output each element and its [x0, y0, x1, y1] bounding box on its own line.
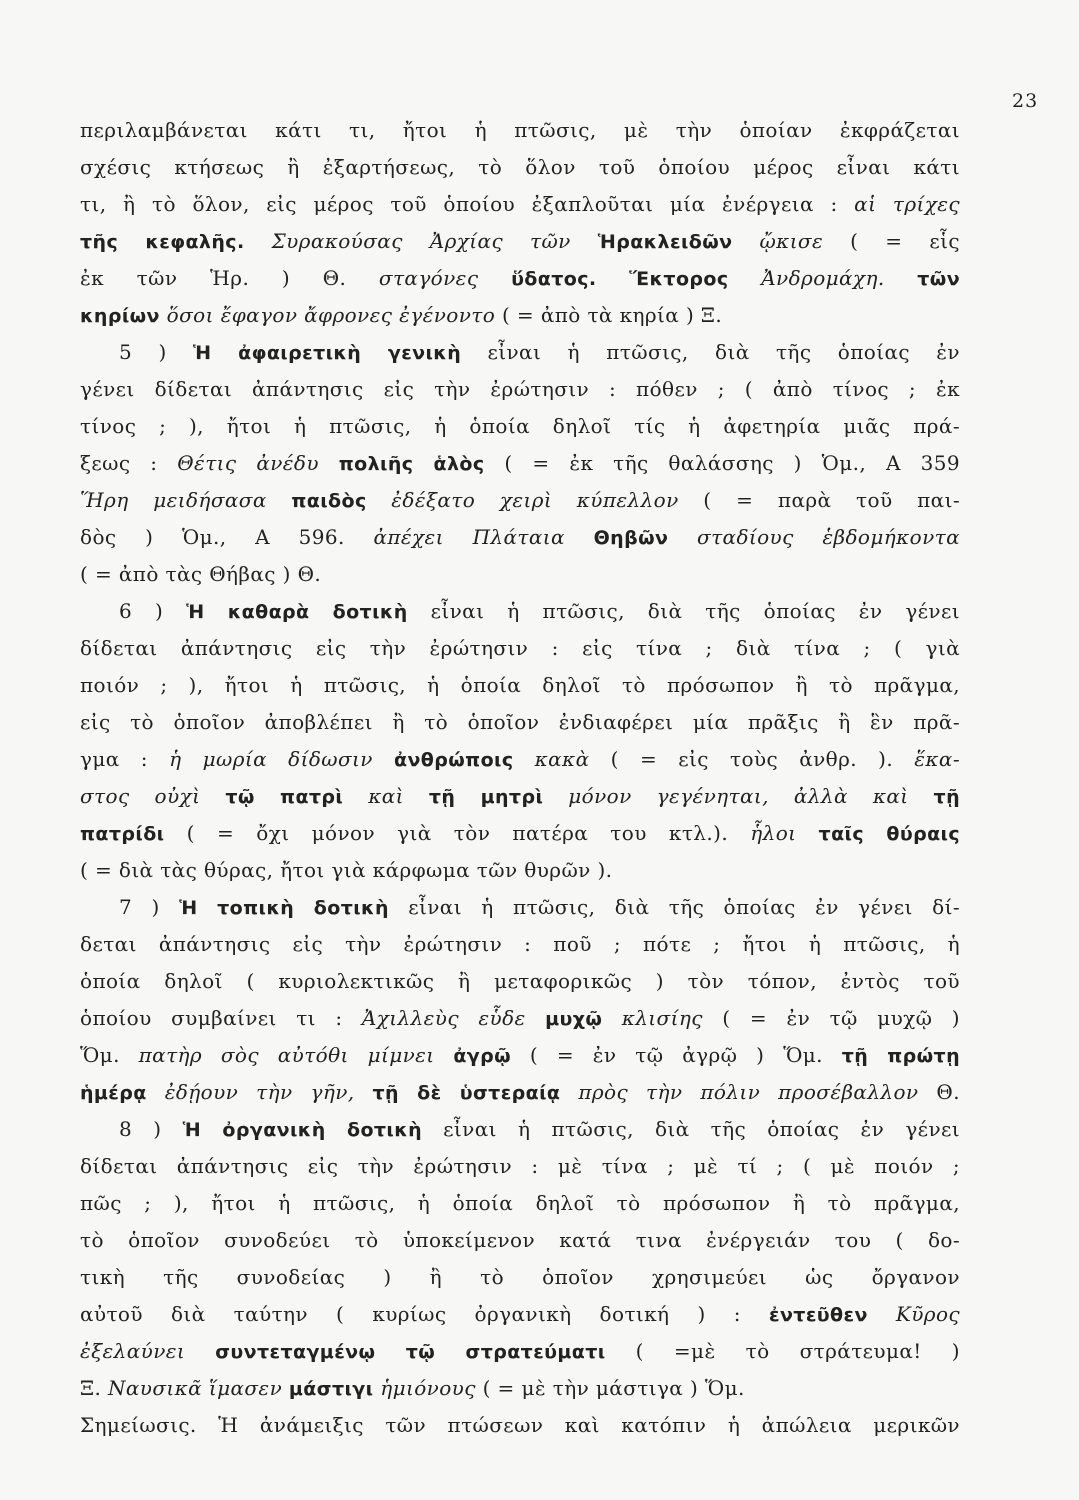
bold-term: Ἡ ὀργανικὴ δοτικὴ: [182, 1119, 423, 1141]
text-span: γμα :: [80, 747, 170, 771]
text-span: ( =μὲ τὸ στράτευμα! ): [605, 1339, 960, 1363]
text-line: [80, 1074, 960, 1111]
italic-example: μόνον γεγένηται, ἀλλὰ καὶ: [568, 784, 909, 808]
text-span: εἶναι ἡ πτῶσις, διὰ τῆς ὁποίας ἐν γένει δί-: [388, 895, 960, 919]
text-line: [80, 186, 960, 223]
text-line: [80, 1222, 960, 1259]
text-span: [200, 784, 225, 808]
text-span: αὐτοῦ διὰ ταύτην ( κυρίως ὀργανικὴ δοτική ) :: [80, 1302, 769, 1326]
italic-example: Κῦρος: [895, 1302, 960, 1326]
text-span: ὁποίου συμβαίνει τι :: [80, 1006, 362, 1030]
italic-example: στος οὐχὶ: [80, 784, 201, 808]
italic-example: ᾤκισε: [759, 229, 824, 253]
text-span: ( = ἐν τῷ ἀγρῷ ) Ὅμ.: [511, 1043, 842, 1067]
text-line: [80, 852, 960, 889]
text-span: [404, 784, 429, 808]
italic-example: Συρακούσας Ἀρχίας τῶν: [271, 229, 571, 253]
body-text: [80, 112, 960, 1444]
text-span: τὸ ὁποῖον συνοδεύει τὸ ὑποκείμενον κατά τινα ἐνέργειάν του ( δο-: [80, 1228, 960, 1252]
bold-term: Ἕκτορος: [629, 268, 729, 290]
italic-example: Θέτις ἀνέδυ: [177, 451, 319, 475]
italic-example: κλισίης: [621, 1006, 703, 1030]
text-span: [478, 266, 511, 290]
text-span: εἶναι ἡ πτῶσις, διὰ τῆς ὁποίας ἐν: [461, 340, 960, 364]
bold-term: τῇ μητρὶ: [428, 786, 544, 808]
text-span: [543, 784, 568, 808]
italic-example: ἧλοι: [750, 821, 797, 845]
text-line: [80, 334, 960, 371]
italic-example: ὅσοι ἔφαγον ἄφρονες ἐγένοντο: [166, 303, 496, 327]
text-line: [80, 1185, 960, 1222]
text-span: περιλαμβάνεται κάτι τι, ἤτοι ἡ πτῶσις, μὲ τὴν ὁποίαν ἐκφράζεται: [80, 118, 960, 142]
italic-example: ἀπέχει Πλάταια: [373, 525, 565, 549]
italic-example: ἕκα-: [914, 747, 960, 771]
text-line: [80, 1148, 960, 1185]
text-span: [355, 1080, 373, 1104]
bold-term: Ἡ καθαρὰ δοτικὴ: [186, 601, 408, 623]
text-span: [796, 821, 818, 845]
text-span: [596, 266, 629, 290]
bold-term: τῇ δὲ ὑστεραίᾳ: [372, 1082, 561, 1104]
text-span: [319, 451, 339, 475]
text-span: ( = ὄχι μόνον γιὰ τὸν πατέρα του κτλ.).: [164, 821, 751, 845]
text-span: [885, 266, 918, 290]
text-line: [80, 482, 960, 519]
text-line: [80, 112, 960, 149]
italic-example: Ναυσικᾶ ἵμασεν: [108, 1376, 283, 1400]
text-span: [732, 229, 759, 253]
text-span: πῶς ; ), ἤτοι ἡ πτῶσις, ἡ ὁποία δηλοῖ τὸ πρόσωπον ἢ τὸ πρᾶγμα,: [80, 1191, 960, 1215]
text-span: σχέσις κτήσεως ἢ ἐξαρτήσεως, τὸ ὅλον τοῦ ὁποίου μέρος εἶναι κάτι: [80, 155, 960, 179]
text-span: Ὅμ.: [80, 1043, 139, 1067]
text-span: [514, 747, 535, 771]
text-line: [80, 1296, 960, 1333]
text-line: [80, 630, 960, 667]
text-span: [602, 1006, 621, 1030]
text-span: τικὴ τῆς συνοδείας ) ἢ τὸ ὁποῖον χρησιμεύει ὡς ὄργανον: [80, 1265, 960, 1289]
text-line: [80, 1370, 960, 1407]
bold-term: τῇ πρώτῃ: [841, 1045, 960, 1067]
text-span: ποιόν ; ), ἤτοι ἡ πτῶσις, ἡ ὁποία δηλοῖ τὸ πρόσωπον ἢ τὸ πρᾶγμα,: [80, 673, 960, 697]
text-span: [282, 1376, 289, 1400]
text-span: ξεως :: [80, 451, 178, 475]
text-span: Σημείωσις. Ἡ ἀνάμειξις τῶν πτώσεων καὶ κατόπιν ἡ ἀπώλεια μερικῶν: [80, 1413, 960, 1437]
text-span: 8 ): [119, 1117, 183, 1141]
bold-term: τῆς κεφαλῆς.: [80, 231, 245, 253]
text-line: [80, 889, 960, 926]
text-span: ( = παρὰ τοῦ παι-: [678, 488, 960, 512]
bold-term: ταῖς θύραις: [818, 823, 960, 845]
text-span: εἶναι ἡ πτῶσις, διὰ τῆς ὁποίας ἐν γένει: [407, 599, 960, 623]
italic-example: Ἀνδρομάχη.: [761, 266, 885, 290]
text-span: [343, 784, 368, 808]
bold-term: μυχῷ: [545, 1008, 603, 1030]
text-span: δίδεται ἀπάντησις εἰς τὴν ἐρώτησιν : εἰς τίνα ; διὰ τίνα ; ( γιὰ: [80, 636, 960, 660]
bold-term: Ἡ τοπικὴ δοτικὴ: [179, 897, 389, 919]
text-span: 5 ): [119, 340, 194, 364]
text-span: ἐκ τῶν Ἡρ. ) Θ.: [80, 266, 379, 290]
page-number: 23: [1012, 90, 1039, 112]
text-span: δεται ἀπάντησις εἰς τὴν ἐρώτησιν : ποῦ ; πότε ; ἤτοι ἡ πτῶσις, ἡ: [80, 932, 960, 956]
bold-term: κηρίων: [80, 305, 160, 327]
text-span: ( = εἷς: [823, 229, 960, 253]
text-line: [80, 667, 960, 704]
text-line: [80, 926, 960, 963]
text-span: [367, 488, 392, 512]
italic-example: σταδίους ἑβδομήκοντα: [697, 525, 960, 549]
bold-term: τῶν: [917, 268, 960, 290]
text-line: [80, 1000, 960, 1037]
bold-term: ἡμέρᾳ: [80, 1082, 147, 1104]
italic-example: ἐδῄουν τὴν γῆν,: [164, 1080, 355, 1104]
italic-example: ἡμιόνους: [380, 1376, 476, 1400]
text-span: [571, 229, 598, 253]
text-line: [80, 593, 960, 630]
bold-term: τῷ πατρὶ: [225, 786, 344, 808]
bold-term: πατρίδι: [80, 823, 165, 845]
italic-example: αἱ τρίχες: [854, 192, 960, 216]
text-span: ( = ἐκ τῆς θαλάσσης ) Ὁμ., Α 359: [484, 451, 960, 475]
text-line: [80, 223, 960, 260]
italic-example: πατὴρ σὸς αὐτόθι μίμνει: [138, 1043, 435, 1067]
text-line: [80, 741, 960, 778]
text-span: ( = ἀπὸ τὰς Θήβας ) Θ.: [80, 562, 322, 586]
text-span: [909, 784, 934, 808]
text-span: [668, 525, 697, 549]
text-span: Θ.: [918, 1080, 960, 1104]
italic-example: σταγόνες: [378, 266, 479, 290]
text-span: [435, 1043, 454, 1067]
text-line: [80, 519, 960, 556]
italic-example: καὶ: [368, 784, 404, 808]
italic-example: Ἀχιλλεὺς εὗδε: [361, 1006, 526, 1030]
text-span: εἰς τὸ ὁποῖον ἀποβλέπει ἢ τὸ ὁποῖον ἐνδιαφέρει μία πρᾶξις ἢ ἓν πρᾶ-: [80, 710, 960, 734]
text-span: δίδεται ἀπάντησις εἰς τὴν ἐρώτησιν : μὲ τίνα ; μὲ τί ; ( μὲ ποιόν ;: [80, 1154, 960, 1178]
text-span: [185, 1339, 215, 1363]
text-span: τίνος ; ), ἤτοι ἡ πτῶσις, ἡ ὁποία δηλοῖ τίς ἡ ἀφετηρία μιᾶς πρά-: [80, 414, 960, 438]
text-line: [80, 1259, 960, 1296]
text-span: ( = μὲ τὴν μάστιγα ) Ὅμ.: [475, 1376, 745, 1400]
italic-example: πρὸς τὴν πόλιν προσέβαλλον: [578, 1080, 919, 1104]
text-line: [80, 815, 960, 852]
text-span: ( = ἐν τῷ μυχῷ ): [702, 1006, 960, 1030]
text-span: 6 ): [119, 599, 187, 623]
bold-term: Ἡρακλειδῶν: [597, 231, 733, 253]
text-span: 7 ): [119, 895, 180, 919]
italic-example: ἐδέξατο χειρὶ κύπελλον: [391, 488, 679, 512]
text-span: ὁποία δηλοῖ ( κυριολεκτικῶς ἢ μεταφορικῶς ) τὸν τόπον, ἐντὸς τοῦ: [80, 969, 960, 993]
bold-term: πολιῆς ἁλὸς: [338, 453, 485, 475]
italic-example: Ἥρη μειδήσασα: [80, 488, 267, 512]
text-line: [80, 1333, 960, 1370]
text-line: [80, 556, 960, 593]
bold-term: συντεταγμένῳ τῷ στρατεύματι: [215, 1341, 606, 1363]
text-line: [80, 1111, 960, 1148]
text-span: Ξ.: [80, 1376, 108, 1400]
text-line: [80, 1407, 960, 1444]
text-span: [160, 303, 167, 327]
bold-term: Θηβῶν: [593, 527, 669, 549]
text-span: [868, 1302, 896, 1326]
italic-example: κακὰ: [534, 747, 590, 771]
bold-term: ἐντεῦθεν: [768, 1304, 868, 1326]
bold-term: μάστιγι: [288, 1378, 374, 1400]
text-line: [80, 1037, 960, 1074]
bold-term: ὕδατος.: [511, 268, 597, 290]
bold-term: ἀγρῷ: [453, 1045, 512, 1067]
text-span: ( = ἀπὸ τὰ κηρία ) Ξ.: [495, 303, 723, 327]
text-line: [80, 445, 960, 482]
text-span: εἶναι ἡ πτῶσις, διὰ τῆς ὁποίας ἐν γένει: [422, 1117, 960, 1141]
italic-example: ἡ μωρία δίδωσιν: [169, 747, 373, 771]
text-line: [80, 963, 960, 1000]
text-span: [245, 229, 272, 253]
text-span: [147, 1080, 165, 1104]
text-span: δὸς ) Ὁμ., Α 596.: [80, 525, 374, 549]
bold-term: Ἡ ἀφαιρετικὴ γενικὴ: [193, 342, 462, 364]
text-line: [80, 297, 960, 334]
text-span: τι, ἢ τὸ ὅλον, εἰς μέρος τοῦ ὁποίου ἐξαπλοῦται μία ἐνέργεια :: [80, 192, 855, 216]
text-line: [80, 704, 960, 741]
text-span: [526, 1006, 545, 1030]
text-line: [80, 371, 960, 408]
text-span: ( = εἰς τοὺς ἀνθρ. ).: [589, 747, 915, 771]
text-span: [373, 747, 394, 771]
text-span: [565, 525, 594, 549]
bold-term: ἀνθρώποις: [393, 749, 514, 771]
text-line: [80, 149, 960, 186]
text-span: ( = διὰ τὰς θύρας, ἤτοι γιὰ κάρφωμα τῶν θυρῶν ).: [80, 858, 613, 882]
text-line: [80, 408, 960, 445]
bold-term: παιδὸς: [291, 490, 367, 512]
bold-term: τῇ: [933, 786, 960, 808]
text-line: [80, 778, 960, 815]
text-span: [729, 266, 762, 290]
text-line: [80, 260, 960, 297]
text-span: γένει δίδεται ἀπάντησις εἰς τὴν ἐρώτησιν : πόθεν ; ( ἀπὸ τίνος ; ἐκ: [80, 377, 960, 401]
italic-example: ἐξελαύνει: [80, 1339, 186, 1363]
text-span: [267, 488, 292, 512]
text-span: [560, 1080, 578, 1104]
